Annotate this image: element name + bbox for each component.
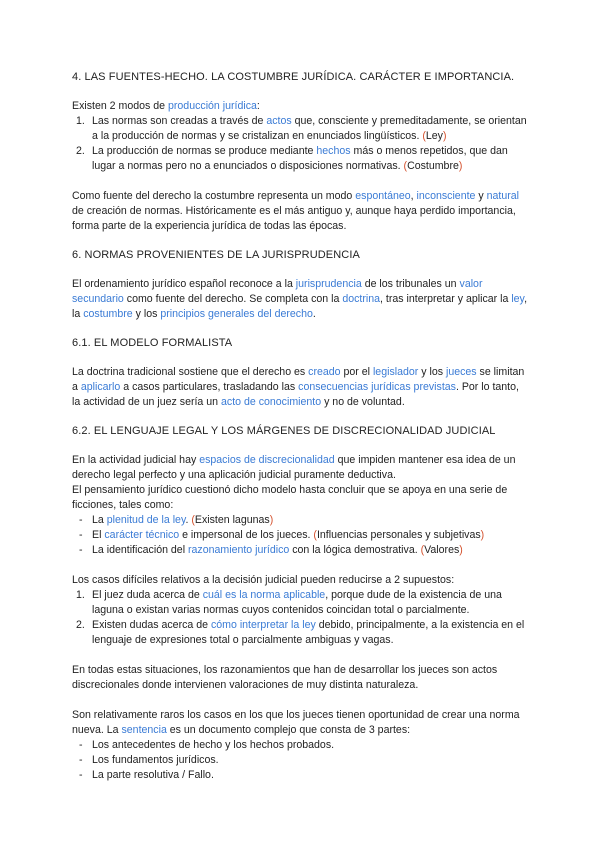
section-6-2-paragraph-2: El pensamiento jurídico cuestionó dicho modelo hasta concluir que se apoya en una serie de ficciones, tales como: <box>72 484 508 511</box>
section-4-paragraph: Como fuente del derecho la costumbre representa un modo espontáneo, inconsciente y natural de creación de normas. Históricamente es el más antiguo y, aunque haya perdido importancia, forma parte de la experiencia jurídica de todas las épocas. <box>72 190 520 232</box>
heading-section-6-2: 6.2. EL LENGUAJE LEGAL Y LOS MÁRGENES DE DISCRECIONALIDAD JUDICIAL <box>72 425 496 437</box>
list-item: - La parte resolutiva / Fallo. <box>79 769 214 781</box>
list-item: - Los antecedentes de hecho y los hechos probados. <box>79 739 335 751</box>
list-item: - La identificación del razonamiento jurídico con la lógica demostrativa. (Valores) <box>79 544 463 556</box>
list-item: - La plenitud de la ley. (Existen lagunas) <box>79 514 274 526</box>
heading-section-6: 6. NORMAS PROVENIENTES DE LA JURISPRUDENCIA <box>72 249 360 261</box>
section-6-paragraph: El ordenamiento jurídico español reconoce a la jurisprudencia de los tribunales un valor secundario como fuente del derecho. Se completa con la doctrina, tras interpretar y aplicar la ley, la costumbre y los principios generales del derecho. <box>72 278 528 320</box>
fictions-list <box>72 513 530 558</box>
section-6-2-paragraph-3: Los casos difíciles relativos a la decisión judicial pueden reducirse a 2 supuestos: <box>72 574 455 586</box>
list-item: - El carácter técnico e impersonal de los jueces. (Influencias personales y subjetivas) <box>79 529 485 541</box>
difficult-cases-list <box>72 588 530 648</box>
section-4-intro: Existen 2 modos de producción jurídica: <box>72 100 260 112</box>
list-item: 1. El juez duda acerca de cuál es la norma aplicable, porque dude de la existencia de una laguna o existan varias normas cuyos contenidos coincidan total o parcialmente. <box>76 589 502 616</box>
heading-section-4: 4. LAS FUENTES-HECHO. LA COSTUMBRE JURÍDICA. CARÁCTER E IMPORTANCIA. <box>72 71 515 83</box>
heading-section-6-1: 6.1. EL MODELO FORMALISTA <box>72 337 233 349</box>
section-6-2-paragraph-5: Son relativamente raros los casos en los que los jueces tienen oportunidad de crear una norma nueva. La sentencia es un documento complejo que consta de 3 partes: <box>72 709 520 736</box>
production-modes-list <box>72 114 530 174</box>
list-item: 2. La producción de normas se produce mediante hechos más o menos repetidos, que dan lugar a normas pero no a enunciados o disposiciones normativas. (Costumbre) <box>76 145 508 172</box>
list-item: 1. Las normas son creadas a través de actos que, consciente y premeditadamente, se orientan a la producción de normas y se cristalizan en enunciados lingüísticos. (Ley) <box>76 115 527 142</box>
section-6-2-paragraph-1: En la actividad judicial hay espacios de discrecionalidad que impiden mantener esa idea de un derecho legal perfecto y una aplicación judicial puramente deductiva. <box>72 454 516 481</box>
section-6-1-paragraph: La doctrina tradicional sostiene que el derecho es creado por el legislador y los jueces se limitan a aplicarlo a casos particulares, trasladando las consecuencias jurídicas previstas. Por lo tanto, la actividad de un juez sería un acto de conocimiento y no de voluntad. <box>72 366 525 408</box>
list-item: - Los fundamentos jurídicos. <box>79 754 219 766</box>
sentence-parts-list <box>72 738 530 783</box>
section-6-2-paragraph-4: En todas estas situaciones, los razonamientos que han de desarrollar los jueces son actos discrecionales donde intervienen valoraciones de muy distinta naturaleza. <box>72 664 498 691</box>
list-item: 2. Existen dudas acerca de cómo interpretar la ley debido, principalmente, a la existencia en el lenguaje de expresiones total o parcialmente ambiguas y vagas. <box>76 619 525 646</box>
